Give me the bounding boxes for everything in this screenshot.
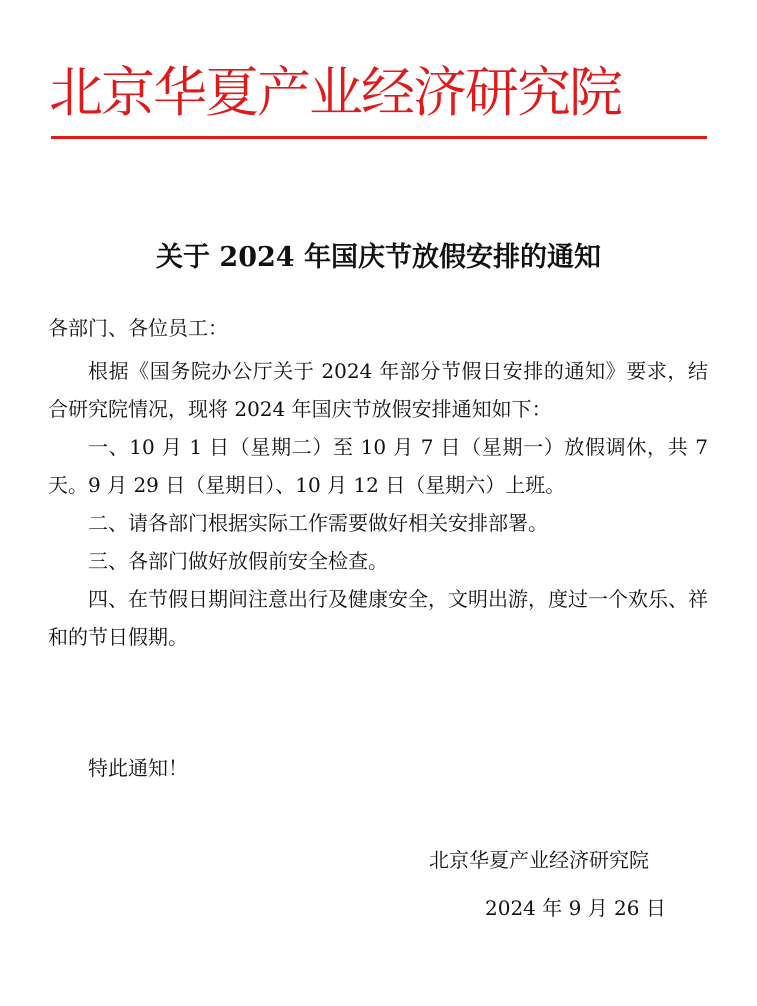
notice-paragraph-basis: 根据《国务院办公厅关于 2024 年部分节假日安排的通知》要求，结合研究院情况，现将 2024 年国庆节放假安排通知如下： — [48, 359, 708, 421]
letterhead-red-rule — [51, 136, 707, 139]
notice-date: 2024 年 9 月 26 日 — [485, 896, 666, 920]
notice-paragraph-item-1: 一、10 月 1 日（星期二）至 10 月 7 日（星期一）放假调休，共 7 天。9 月 29 日（星期日）、10 月 12 日（星期六）上班。 — [48, 435, 708, 497]
notice-title: 关于 2024 年国庆节放假安排的通知 — [156, 242, 601, 273]
notice-paragraph-item-4: 四、在节假日期间注意出行及健康安全，文明出游，度过一个欢乐、祥和的节日假期。 — [48, 587, 708, 649]
notice-closing: 特此通知！ — [88, 756, 188, 780]
notice-salutation: 各部门、各位员工： — [48, 316, 228, 340]
letterhead-organization: 北京华夏产业经济研究院 — [49, 61, 621, 124]
notice-paragraph-item-2: 二、请各部门根据实际工作需要做好相关安排部署。 — [88, 511, 548, 535]
notice-body — [48, 352, 708, 656]
notice-signature: 北京华夏产业经济研究院 — [429, 848, 649, 872]
notice-paragraph-item-3: 三、各部门做好放假前安全检查。 — [88, 549, 388, 573]
